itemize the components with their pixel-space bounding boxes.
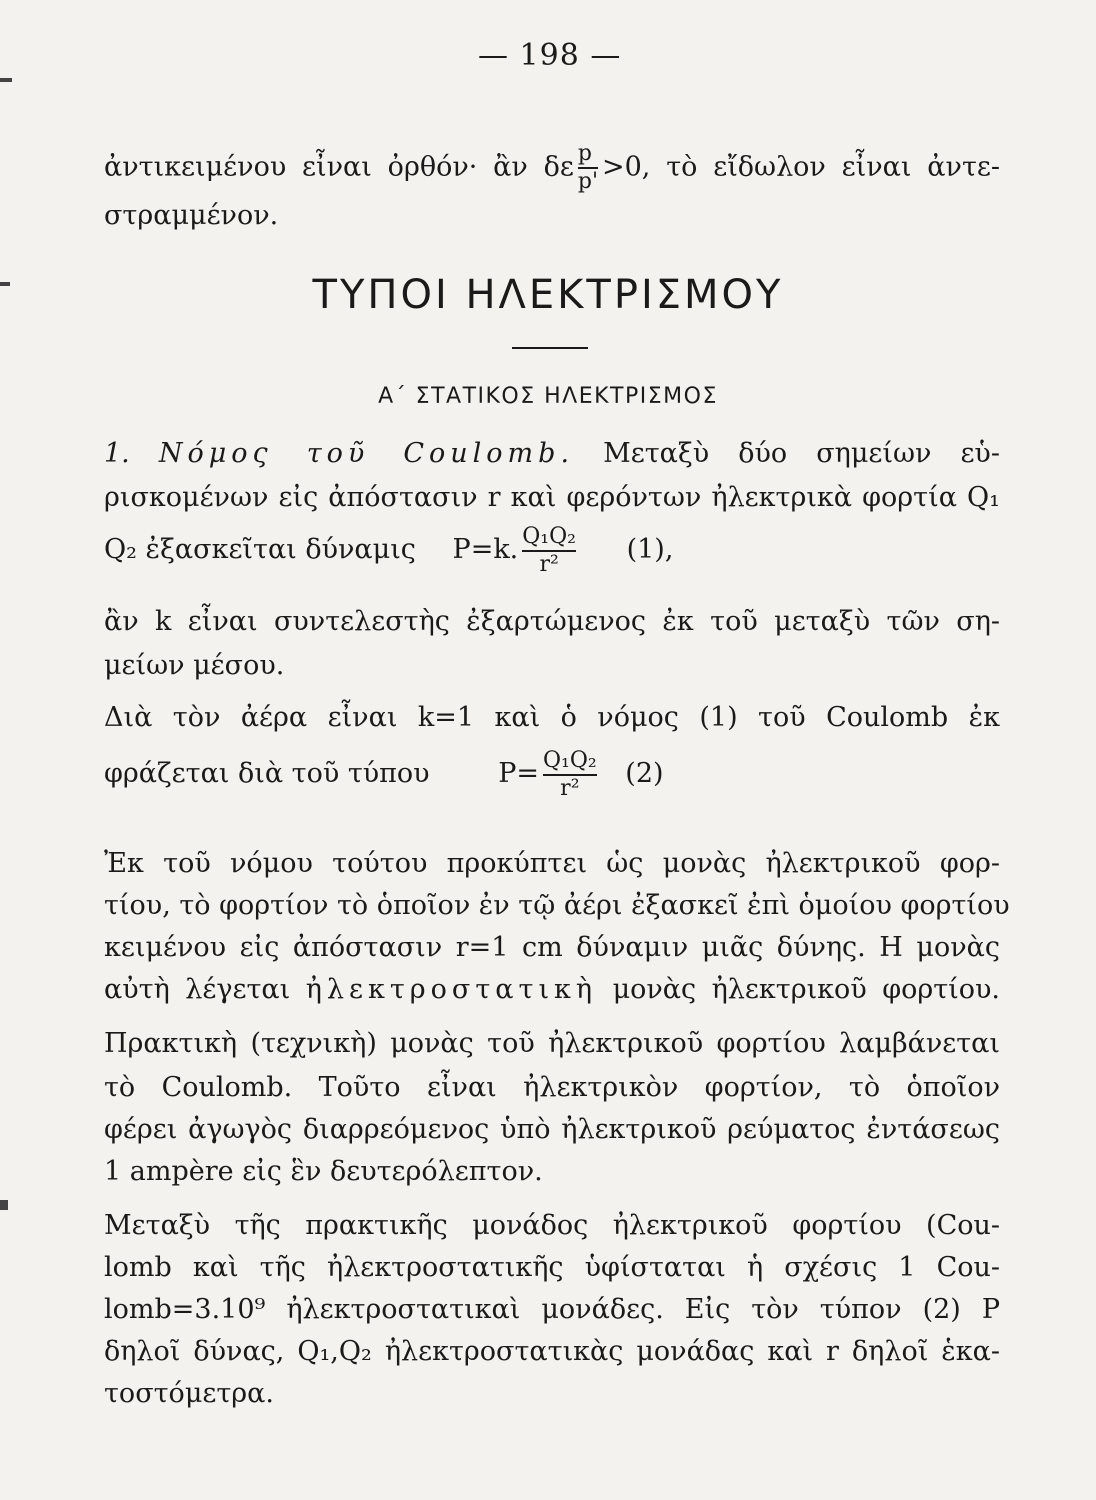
- text-line: Πρακτικὴ (τεχνικὴ) μονὰς τοῦ ἠλεκτρικοῦ φορτίου λαμβάνεται: [104, 1028, 1000, 1059]
- text-line: lomb καὶ τῆς ἠλεκτροστατικῆς ὑφίσταται ἡ σχέσις 1 Cou-: [104, 1252, 1000, 1283]
- formula-lhs: P=: [498, 758, 539, 789]
- text-fragment: Μεταξὺ δύο σημείων εὑ-: [603, 438, 1000, 469]
- text-line: Μεταξὺ τῆς πρακτικῆς μονάδος ἠλεκτρικοῦ φορτίου (Cou-: [104, 1210, 1000, 1241]
- fraction: [543, 749, 597, 801]
- spaced-term: ἠλεκτροστατικὴ: [305, 974, 598, 1005]
- binding-mark: [0, 282, 10, 286]
- equation-line: [104, 744, 1000, 804]
- text-line: δηλοῖ δύνας, Q₁,Q₂ ἠλεκτροστατικὰς μονάδας καὶ r δηλοῖ ἑκα-: [104, 1336, 1000, 1367]
- fraction-denominator: r²: [560, 775, 580, 801]
- text-line: κειμένου εἰς ἀπόστασιν r=1 cm δύναμιν μιᾶς δύνης. Η μονὰς: [104, 932, 1000, 963]
- fraction-denominator: r²: [539, 551, 559, 577]
- text-fragment: >0, τὸ εἴδωλον εἶναι ἀντε-: [602, 151, 1000, 183]
- page-number: — 198 —: [478, 38, 622, 73]
- fraction-numerator: Q₁Q₂: [542, 747, 597, 773]
- text-line: ἂν k εἶναι συντελεστὴς ἐξαρτώμενος ἐκ τοῦ μεταξὺ τῶν ση-: [104, 606, 1000, 637]
- text-line: Ἐκ τοῦ νόμου τούτου προκύπτει ὡς μονὰς ἠλεκτρικοῦ φορ-: [104, 848, 1000, 879]
- text-line: τίου, τὸ φορτίον τὸ ὁποῖον ἐν τῷ ἀέρι ἐξασκεῖ ἐπὶ ὁμοίου φορτίου: [104, 890, 1010, 921]
- heading-rule: [512, 347, 588, 349]
- text-line: [104, 972, 1000, 1008]
- equation-line: [104, 520, 1000, 580]
- text-line: 1 ampère εἰς ἓν δευτερόλεπτον.: [104, 1156, 543, 1187]
- text-line: τοστόμετρα.: [104, 1378, 274, 1409]
- text-line: ρισκομένων εἰς ἀπόστασιν r καὶ φερόντων ἠλεκτρικὰ φορτία Q₁: [104, 482, 1000, 513]
- fraction-numerator: p: [577, 141, 592, 166]
- fraction: [578, 142, 598, 194]
- text-line: στραμμένον.: [104, 200, 279, 231]
- text-line: τὸ Coulomb. Τοῦτο εἶναι ἠλεκτρικὸν φορτίον, τὸ ὁποῖον: [104, 1072, 1000, 1103]
- text-fragment: αὐτὴ λέγεται: [104, 974, 291, 1005]
- text-fragment: ἀντικειμένου εἶναι ὀρθόν· ἂν δε: [104, 151, 574, 183]
- text-fragment: μονὰς ἠλεκτρικοῦ φορτίου.: [612, 974, 1001, 1005]
- fraction: [522, 525, 576, 577]
- text-line: φέρει ἀγωγὸς διαρρεόμενος ὑπὸ ἠλεκτρικοῦ ρεύματος ἐντάσεως: [104, 1114, 1000, 1145]
- text-line: [104, 436, 1000, 472]
- text-line: Διὰ τὸν ἀέρα εἶναι k=1 καὶ ὁ νόμος (1) τοῦ Coulomb ἐκ: [104, 702, 1000, 733]
- fraction-numerator: Q₁Q₂: [522, 523, 576, 549]
- text-fragment: φράζεται διὰ τοῦ τύπου: [104, 758, 430, 789]
- equation-number: (1),: [626, 534, 674, 565]
- section-heading: ΤΥΠΟΙ ΗΛΕΚΤΡΙΣΜΟΥ: [312, 272, 784, 318]
- text-line: lomb=3.10⁹ ἠλεκτροστατικαὶ μονάδες. Εἰς τὸν τύπον (2) P: [104, 1294, 1000, 1325]
- text-line: [104, 142, 1000, 194]
- item-number: 1.: [104, 438, 130, 469]
- law-title: Νόμος τοῦ Coulomb.: [158, 438, 575, 469]
- formula-lhs: P=k.: [452, 534, 519, 565]
- binding-mark: [0, 1200, 8, 1210]
- fraction-denominator: p': [577, 169, 598, 194]
- text-line: μείων μέσου.: [104, 650, 285, 681]
- equation-number: (2): [625, 758, 664, 789]
- subsection-heading: Α΄ ΣΤΑΤΙΚΟΣ ΗΛΕΚΤΡΙΣΜΟΣ: [378, 384, 718, 409]
- binding-mark: [0, 78, 12, 82]
- text-fragment: Q₂ ἐξασκεῖται δύναμις: [104, 534, 416, 565]
